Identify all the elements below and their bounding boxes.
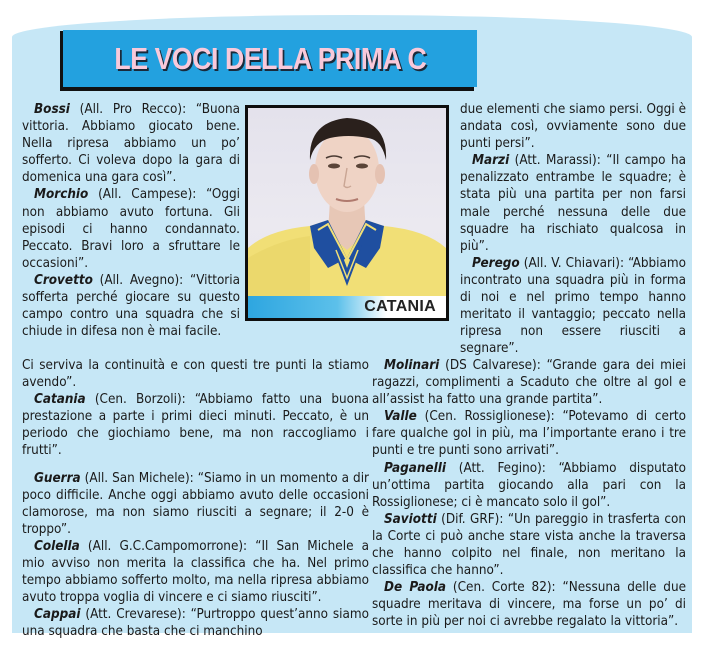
quote-saviotti: Saviotti (Dif. GRF): “Un pareggio in trasferta con la Corte ci può anche stare vista anche la traversa che hanno colpito nel finale, non meritano la classifica che hanno”. xyxy=(372,511,686,579)
quote-molinari: Molinari (DS Calvarese): “Grande gara dei miei ragazzi, complimenti a Scaduto che oltre al gol e all’assist ha fatto una grande partita”. xyxy=(372,358,686,408)
quote-paganelli: Paganelli (Att. Fegino): “Abbiamo disputato un’ottima partita giocando alla pari con la Rossiglionese; ci è mancato solo il gol”. xyxy=(372,460,687,510)
column-right-top xyxy=(460,101,686,357)
speaker-name: Saviotti xyxy=(384,511,437,527)
quote-cappai-continued: due elementi che siamo persi. Oggi è andata così, ovviamente sono due punti persi”. xyxy=(460,102,686,152)
quote-crovetto: Crovetto (All. Avegno): “Vittoria sofferta perché giocare su questo campo contro una squadra che si chiude in difesa non è mai facile. xyxy=(22,272,240,340)
speaker-name: Catania xyxy=(34,392,86,408)
quote-crovetto-continued: Ci serviva la continuità e con questi tre punti la stiamo avendo”. xyxy=(22,358,369,391)
quote-guerra: Guerra (All. San Michele): “Siamo in un momento a dir poco difficile. Anche oggi abbiamo avuto delle occasioni clamorose, ma non siamo riusciti a segnare; il 2-0 è troppo”. xyxy=(22,470,369,537)
photo-caption-bar xyxy=(248,296,446,318)
player-photo xyxy=(248,108,446,318)
photo-caption: CATANIA xyxy=(364,298,436,315)
speaker-name: Guerra xyxy=(34,470,81,486)
column-left-top xyxy=(22,101,240,340)
title-banner xyxy=(63,30,477,87)
speaker-name: Colella xyxy=(34,538,80,554)
speaker-name: Bossi xyxy=(34,102,70,117)
player-portrait-icon xyxy=(248,108,446,318)
quote-cappai: Cappai (Att. Crevarese): “Purtroppo quest’anno siamo una squadra che basta che ci manchino xyxy=(22,607,369,640)
speaker-name: De Paola xyxy=(384,580,447,596)
player-photo-frame xyxy=(245,105,449,321)
quote-marzi: Marzi (Att. Marassi): “Il campo ha penalizzato entrambe le squadre; è stata più una partita per non farsi male perché nessuna delle due squadre ha rischiato qualcosa in più”. xyxy=(460,153,686,254)
speaker-name: Marzi xyxy=(472,153,510,169)
speaker-name: Paganelli xyxy=(384,460,446,476)
speaker-name: Morchio xyxy=(34,187,89,203)
quote-colella: Colella (All. G.C.Campomorrone): “Il San Michele a mio avviso non merita la classifica che ha. Nel primo tempo abbiamo sofferto molto, ma nella ripresa abbiamo avuto troppa voglia di vincere e ci siamo riusciti”. xyxy=(22,538,369,606)
speaker-name: Crovetto xyxy=(34,272,93,288)
quote-bossi: Bossi (All. Pro Recco): “Buona vittoria. Abbiamo giocato bene. Nella ripresa abbiamo un po’ sofferto. Ci voleva dopo la gara di domenica una gara così”. xyxy=(22,102,240,186)
quote-perego: Perego (All. V. Chiavari): “Abbiamo incontrato una squadra più in forma di noi e nel primo tempo hanno meritato il vantaggio; peccato nella ripresa non essere riusciti a segnare”. xyxy=(460,255,686,357)
speaker-name: Valle xyxy=(384,409,417,425)
speaker-name: Molinari xyxy=(384,358,440,373)
column-left-bottom xyxy=(22,357,369,641)
quote-morchio: Morchio (All. Campese): “Oggi non abbiamo avuto fortuna. Gli episodi ci hanno condannato. Peccato. Bravi loro a sfruttare le occasioni”. xyxy=(22,187,240,271)
quote-catania: Catania (Cen. Borzoli): “Abbiamo fatto una buona prestazione a parte i primi dieci minuti. Peccato, è un periodo che giochiamo bene, ma non raccogliamo i frutti”. xyxy=(22,392,369,459)
speaker-name: Perego xyxy=(472,255,520,271)
speaker-name: Cappai xyxy=(34,607,81,623)
quote-valle: Valle (Cen. Rossiglionese): “Potevamo di certo fare qualche gol in più, ma l’importante erano i tre punti e tre punti sono arrivati”. xyxy=(372,409,686,459)
quote-de-paola: De Paola (Cen. Corte 82): “Nessuna delle due squadre meritava di vincere, ma forse un po’ di sorte in più per noi ci avrebbe regalato la vittoria”. xyxy=(372,580,686,630)
column-right-bottom xyxy=(372,357,686,631)
page-title: LE VOCI DELLA PRIMA C xyxy=(114,40,426,76)
